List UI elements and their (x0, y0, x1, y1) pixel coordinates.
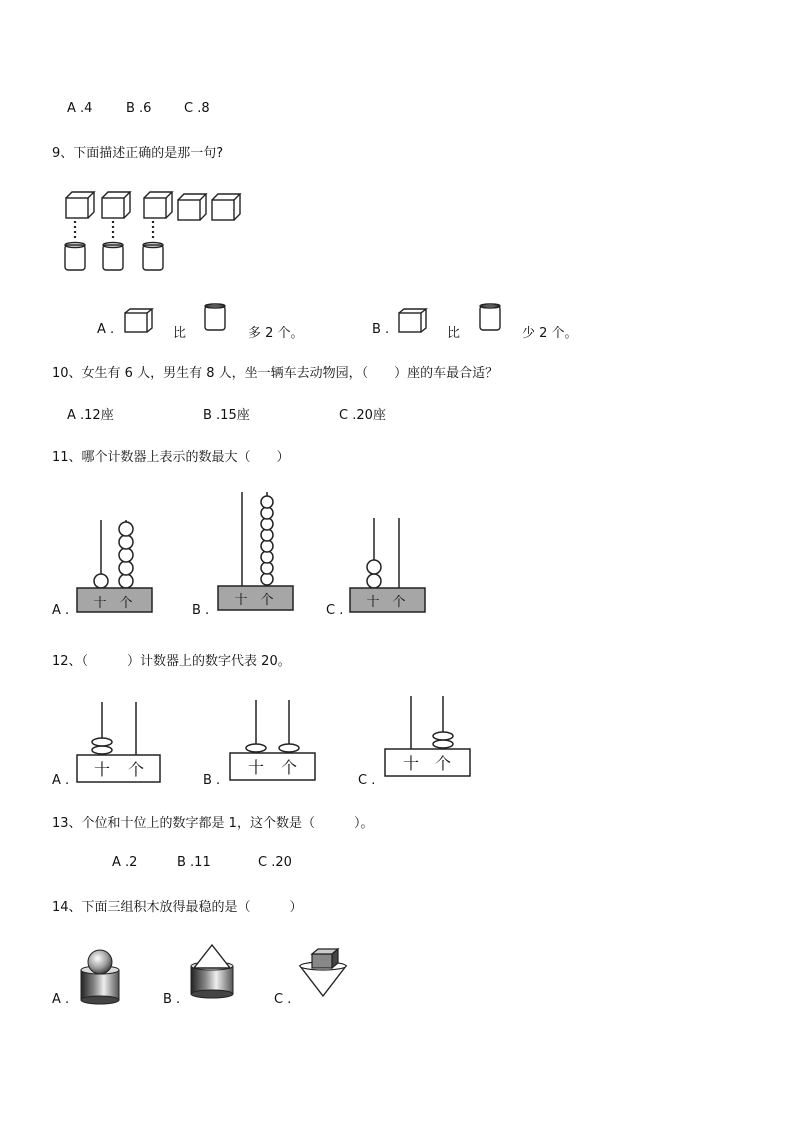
cube-on-cone-icon (296, 946, 350, 998)
q11-abacus-b (217, 490, 295, 614)
cylinder-icon (143, 243, 163, 271)
abacus-label-ones: 个 (434, 754, 452, 773)
abacus-label-tens: 十 (93, 760, 111, 779)
q13-option-c: C .20 (258, 855, 292, 870)
q10-title: 10、女生有 6 人，男生有 8 人，坐一辆车去动物园，（ ）座的车最合适？ (52, 366, 499, 381)
cube-icon (395, 307, 429, 335)
q9-option-b-bi: 比 (447, 326, 461, 341)
q11-letter-c: C . (326, 603, 344, 618)
abacus-label-tens: 十 (234, 593, 248, 608)
q9-cubes-figure (62, 190, 247, 275)
q11-abacus-c (349, 516, 427, 616)
q9-option-a-bi: 比 (173, 326, 187, 341)
q8-option-c: C .8 (184, 101, 210, 116)
q14-title: 14、下面三组积木放得最稳的是（ ） (52, 900, 303, 915)
q8-option-b: B .6 (126, 101, 152, 116)
cube-icon (102, 192, 130, 218)
q13-option-b: B .11 (177, 855, 211, 870)
q9-title: 9、下面描述正确的是那一句? (52, 146, 224, 161)
cube-icon (212, 194, 240, 220)
q12-abacus-c (384, 694, 472, 779)
sphere-on-cylinder-icon (78, 950, 122, 1005)
q9-option-a-letter: A . (97, 322, 115, 337)
abacus-label-tens: 十 (402, 754, 420, 773)
abacus-label-tens: 十 (247, 758, 265, 777)
q12-abacus-b (229, 698, 317, 783)
q14-letter-b: B . (163, 992, 181, 1007)
q9-option-b-letter: B . (372, 322, 390, 337)
abacus-label-ones: 个 (280, 758, 298, 777)
q12-letter-b: B . (203, 773, 221, 788)
cylinder-icon (476, 303, 504, 333)
q11-title: 11、哪个计数器上表示的数最大（ ） (52, 450, 290, 465)
cylinder-icon (103, 243, 123, 271)
q12-abacus-a (76, 700, 162, 785)
q11-abacus-a (76, 518, 154, 614)
q14-letter-c: C . (274, 992, 292, 1007)
abacus-label-ones: 个 (119, 596, 133, 611)
abacus-label-ones: 个 (127, 760, 145, 779)
q13-title: 13、个位和十位上的数字都是 1，这个数是（ ）。 (52, 816, 374, 831)
cube-icon (66, 192, 94, 218)
q9-option-b-tail: 少 2 个。 (522, 326, 578, 341)
q12-letter-a: A . (52, 773, 70, 788)
q10-option-b: B .15座 (203, 408, 250, 423)
q10-option-c: C .20座 (339, 408, 386, 423)
cube-icon (121, 307, 155, 335)
cube-icon (178, 194, 206, 220)
q14-letter-a: A . (52, 992, 70, 1007)
q13-option-a: A .2 (112, 855, 138, 870)
q12-title: 12、（ ）计数器上的数字代表 20。 (52, 654, 291, 669)
cylinder-icon (201, 303, 229, 333)
q11-letter-b: B . (192, 603, 210, 618)
q12-letter-c: C . (358, 773, 376, 788)
q10-option-a: A .12座 (67, 408, 114, 423)
abacus-label-tens: 十 (366, 595, 380, 610)
cylinder-icon (65, 243, 85, 271)
cone-on-cylinder-icon (188, 944, 236, 1000)
cube-icon (144, 192, 172, 218)
abacus-label-ones: 个 (392, 595, 406, 610)
abacus-label-tens: 十 (93, 596, 107, 611)
q11-letter-a: A . (52, 603, 70, 618)
q8-option-a: A .4 (67, 101, 93, 116)
abacus-label-ones: 个 (260, 593, 274, 608)
q9-option-a-tail: 多 2 个。 (248, 326, 304, 341)
